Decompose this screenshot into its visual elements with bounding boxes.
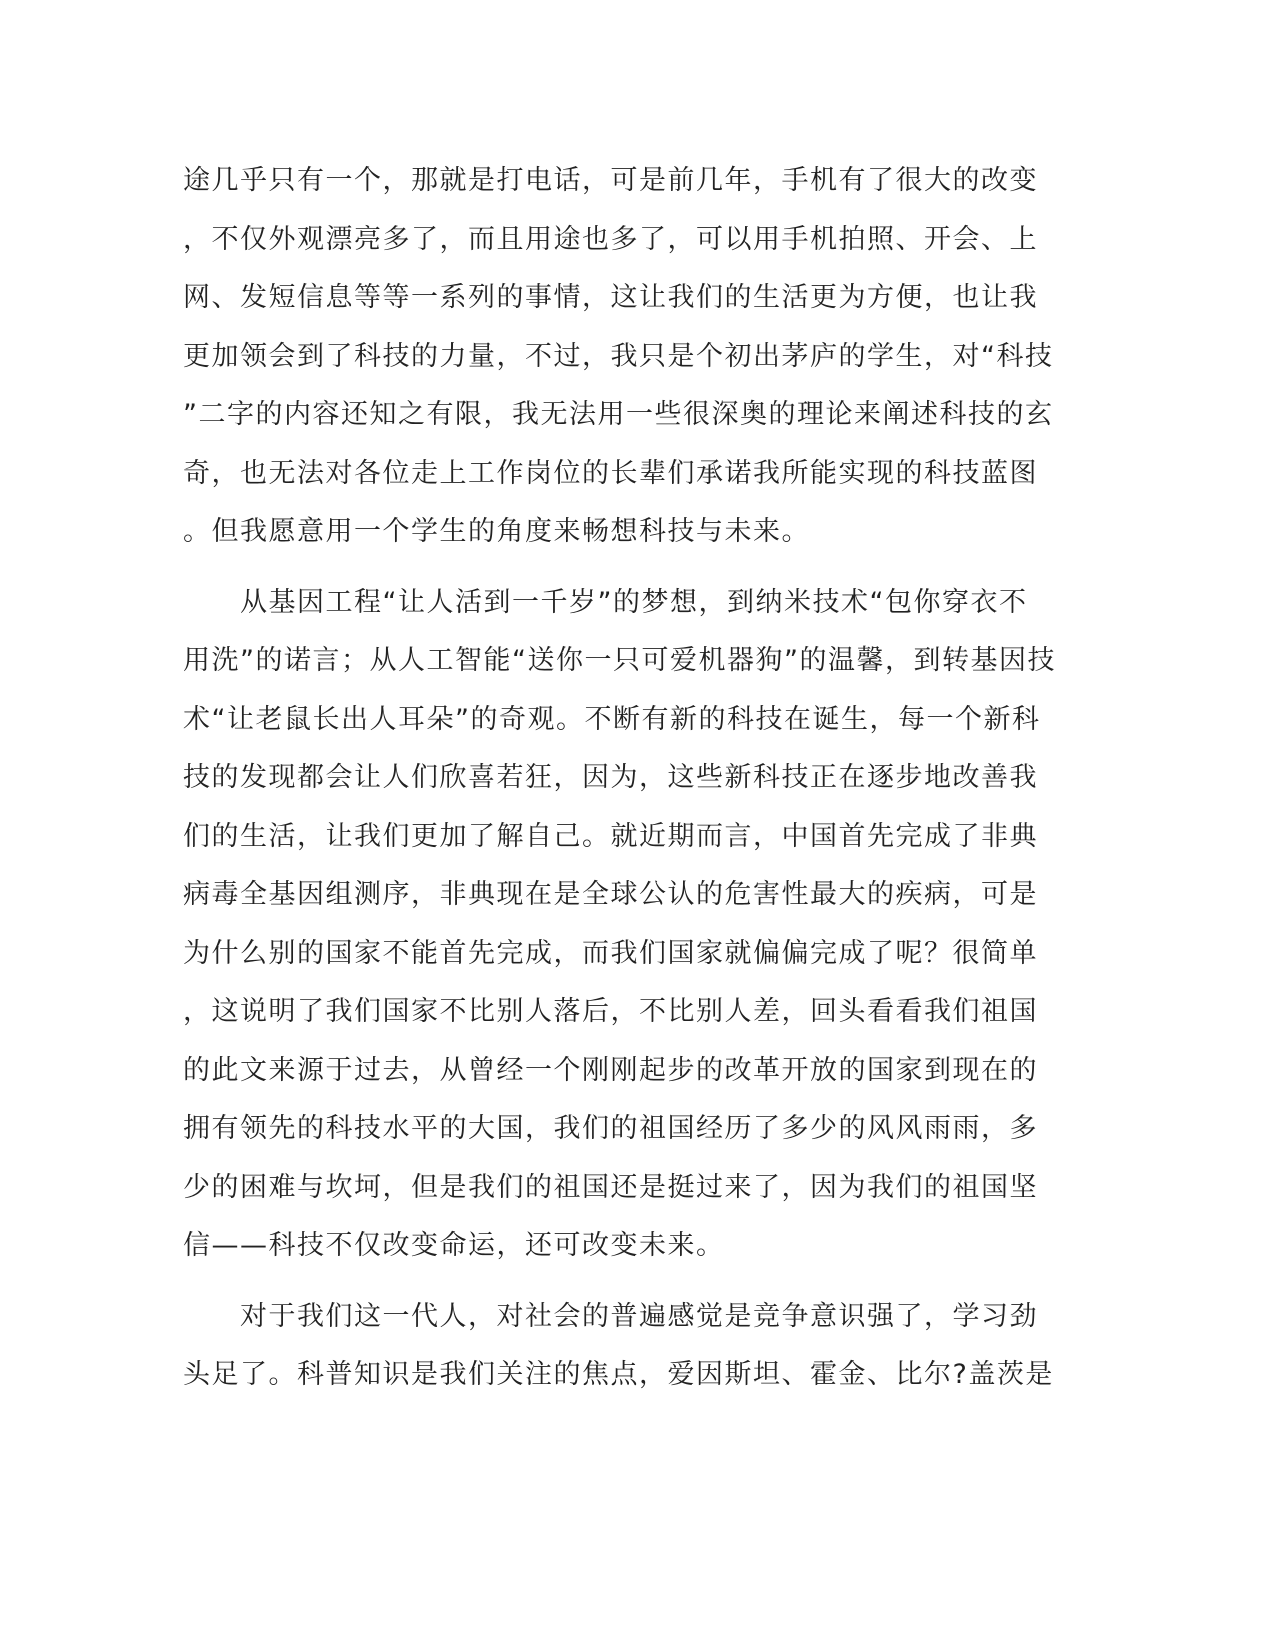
text-line: 。但我愿意用一个学生的角度来畅想科技与未来。: [183, 516, 810, 547]
paragraph-gap: [183, 568, 1043, 580]
text-line: 网、发短信息等等一系列的事情，这让我们的生活更为方便，也让我: [183, 282, 1038, 313]
text-line: 途几乎只有一个，那就是打电话，可是前几年，手机有了很大的改变: [183, 165, 1038, 196]
text-line: 头足了。科普知识是我们关注的焦点，爱因斯坦、霍金、比尔?盖茨是: [183, 1359, 1054, 1390]
text-line: 术“让老鼠长出人耳朵”的奇观。不断有新的科技在诞生，每一个新科: [183, 703, 1041, 735]
text-line: 们的生活，让我们更加了解自己。就近期而言，中国首先完成了非典: [183, 820, 1038, 852]
text-line: 奇，也无法对各位走上工作岗位的长辈们承诺我所能实现的科技蓝图: [183, 457, 1038, 489]
text-line: ，这说明了我们国家不比别人落后，不比别人差，回头看看我们祖国: [183, 996, 1038, 1027]
text-line: 信——科技不仅改变命运，还可改变未来。: [183, 1230, 725, 1261]
text-line: 对于我们这一代人，对社会的普遍感觉是竞争意识强了，学习劲: [183, 1300, 1038, 1332]
text-line: 的此文来源于过去，从曾经一个刚刚起步的改革开放的国家到现在的: [183, 1054, 1038, 1086]
document-body: [183, 158, 1056, 1411]
paragraph-gap: [183, 1282, 1043, 1294]
text-line: ，不仅外观漂亮多了，而且用途也多了，可以用手机拍照、开会、上: [183, 223, 1038, 255]
paragraph-3: [183, 1294, 1054, 1411]
text-line: ”二字的内容还知之有限，我无法用一些很深奥的理论来阐述科技的玄: [183, 399, 1054, 430]
paragraph-1: [183, 158, 1054, 568]
text-line: 拥有领先的科技水平的大国，我们的祖国经历了多少的风风雨雨，多: [183, 1113, 1038, 1144]
paragraph-2: [183, 580, 1056, 1282]
text-line: 用洗”的诺言；从人工智能“送你一只可爱机器狗”的温馨，到转基因技: [183, 645, 1056, 676]
text-line: 为什么别的国家不能首先完成，而我们国家就偏偏完成了呢？很简单: [183, 937, 1038, 969]
text-line: 从基因工程“让人活到一千岁”的梦想，到纳米技术“包你穿衣不: [183, 586, 1028, 618]
text-line: 病毒全基因组测序，非典现在是全球公认的危害性最大的疾病，可是: [183, 879, 1038, 910]
text-line: 少的困难与坎坷，但是我们的祖国还是挺过来了，因为我们的祖国坚: [183, 1171, 1038, 1203]
text-line: 更加领会到了科技的力量，不过，我只是个初出茅庐的学生，对“科技: [183, 340, 1054, 372]
text-line: 技的发现都会让人们欣喜若狂，因为，这些新科技正在逐步地改善我: [183, 762, 1038, 793]
